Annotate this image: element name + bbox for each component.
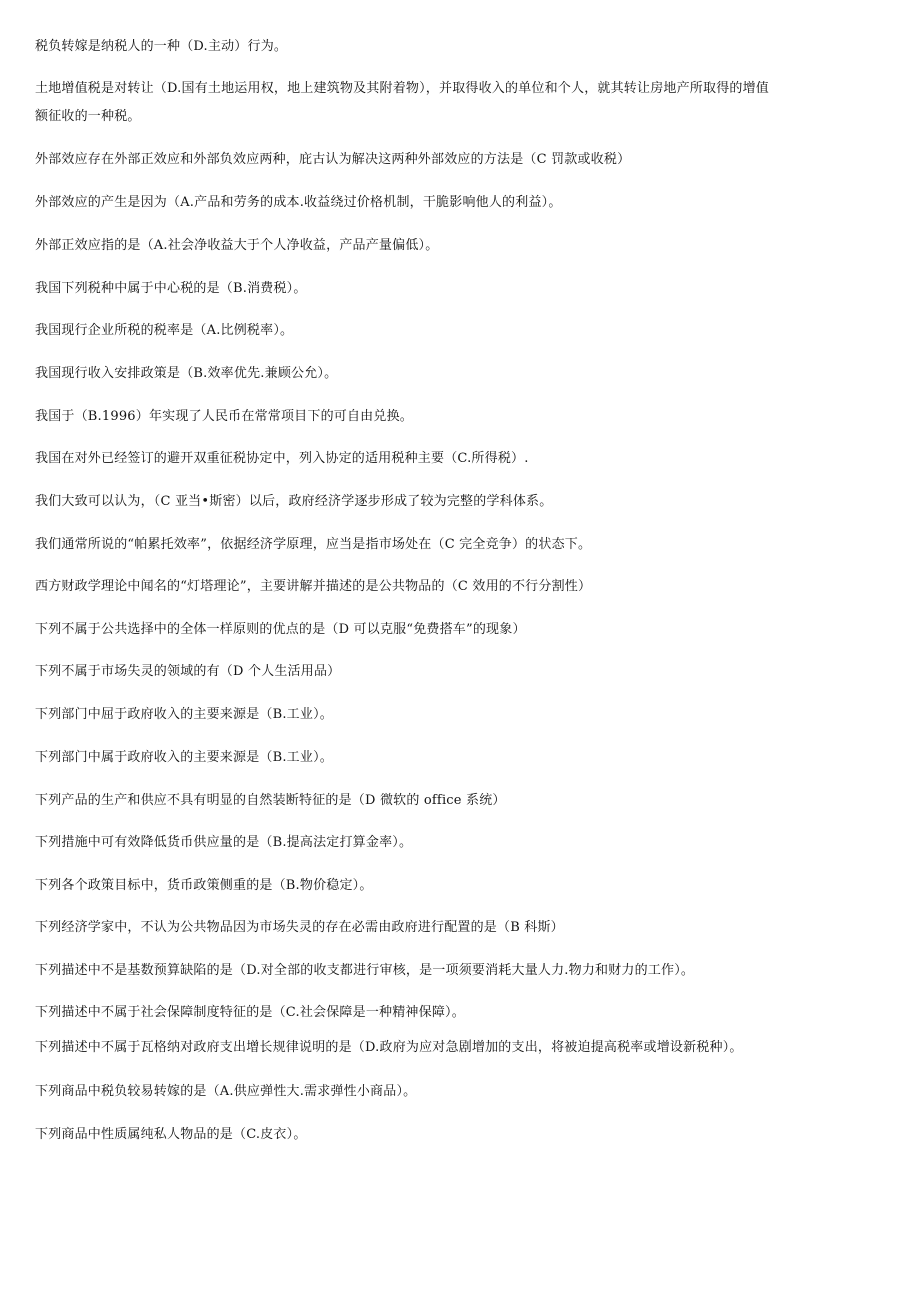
list-item: 额征收的一种税。 bbox=[35, 109, 141, 124]
list-item: 外部正效应指的是（A.社会净收益大于个人净收益，产品产量偏低）。 bbox=[35, 238, 439, 253]
list-item: 外部效应存在外部正效应和外部负效应两种，庇古认为解决这两种外部效应的方法是（C 罚款或收税） bbox=[35, 152, 631, 167]
list-item: 下列描述中不是基数预算缺陷的是（D.对全部的收支都进行审核，是一项须要消耗大量人力.物力和财力的工作）。 bbox=[35, 963, 695, 978]
list-item: 下列各个政策目标中，货币政策侧重的是（B.物价稳定）。 bbox=[35, 878, 373, 893]
list-item: 西方财政学理论中闻名的“灯塔理论”，主要讲解并描述的是公共物品的（C 效用的不行分割性） bbox=[35, 579, 592, 594]
list-item: 下列部门中屈于政府收入的主要来源是（B.工业）。 bbox=[35, 707, 333, 722]
list-item: 我国现行收入安排政策是（B.效率优先.兼顾公允）。 bbox=[35, 366, 338, 381]
list-item: 我国在对外已经签订的避开双重征税协定中，列入协定的适用税种主要（C.所得税）. bbox=[35, 451, 529, 466]
list-item: 外部效应的产生是因为（A.产品和劳务的成本.收益绕过价格机制，干脆影响他人的利益）。 bbox=[35, 195, 562, 210]
list-item: 我国于（B.1996）年实现了人民币在常常项目下的可自由兑换。 bbox=[35, 409, 413, 424]
list-item: 税负转嫁是纳税人的一种（D.主动）行为。 bbox=[35, 39, 288, 54]
list-item: 我国下列税种中属于中心税的是（B.消费税）。 bbox=[35, 281, 307, 296]
list-item: 下列描述中不属于瓦格纳对政府支出增长规律说明的是（D.政府为应对急剧增加的支出，将被迫提高税率或增设新税种）。 bbox=[35, 1040, 743, 1055]
list-item: 下列产品的生产和供应不具有明显的自然装断特征的是（D 微软的 office 系统） bbox=[35, 793, 506, 808]
list-item: 我们大致可以认为，（C 亚当•斯密）以后，政府经济学逐步形成了较为完整的学科体系。 bbox=[35, 494, 553, 509]
list-item: 我国现行企业所税的税率是（A.比例税率）。 bbox=[35, 323, 294, 338]
list-item: 下列部门中属于政府收入的主要来源是（B.工业）。 bbox=[35, 750, 333, 765]
list-item: 我们通常所说的“帕累托效率”，依据经济学原理，应当是指市场处在（C 完全竞争）的状态下。 bbox=[35, 537, 592, 552]
list-item: 下列措施中可有效降低货币供应量的是（B.提高法定打算金率）。 bbox=[35, 835, 413, 850]
list-item: 下列商品中性质属纯私人物品的是（C.皮衣）。 bbox=[35, 1127, 307, 1142]
list-item: 土地增值税是对转让（D.国有土地运用权，地上建筑物及其附着物），并取得收入的单位和个人，就其转让房地产所取得的增值 bbox=[35, 81, 769, 96]
list-item: 下列不属于市场失灵的领域的有（D 个人生活用品） bbox=[35, 664, 341, 679]
list-item: 下列不属于公共选择中的全体一样原则的优点的是（D 可以克服“免费搭车”的现象） bbox=[35, 622, 526, 637]
list-item: 下列商品中税负较易转嫁的是（A.供应弹性大.需求弹性小商品）。 bbox=[35, 1084, 417, 1099]
list-item: 下列经济学家中，不认为公共物品因为市场失灵的存在必需由政府进行配置的是（B 科斯） bbox=[35, 920, 564, 935]
list-item: 下列描述中不属于社会保障制度特征的是（C.社会保障是一种精神保障）。 bbox=[35, 1005, 465, 1020]
